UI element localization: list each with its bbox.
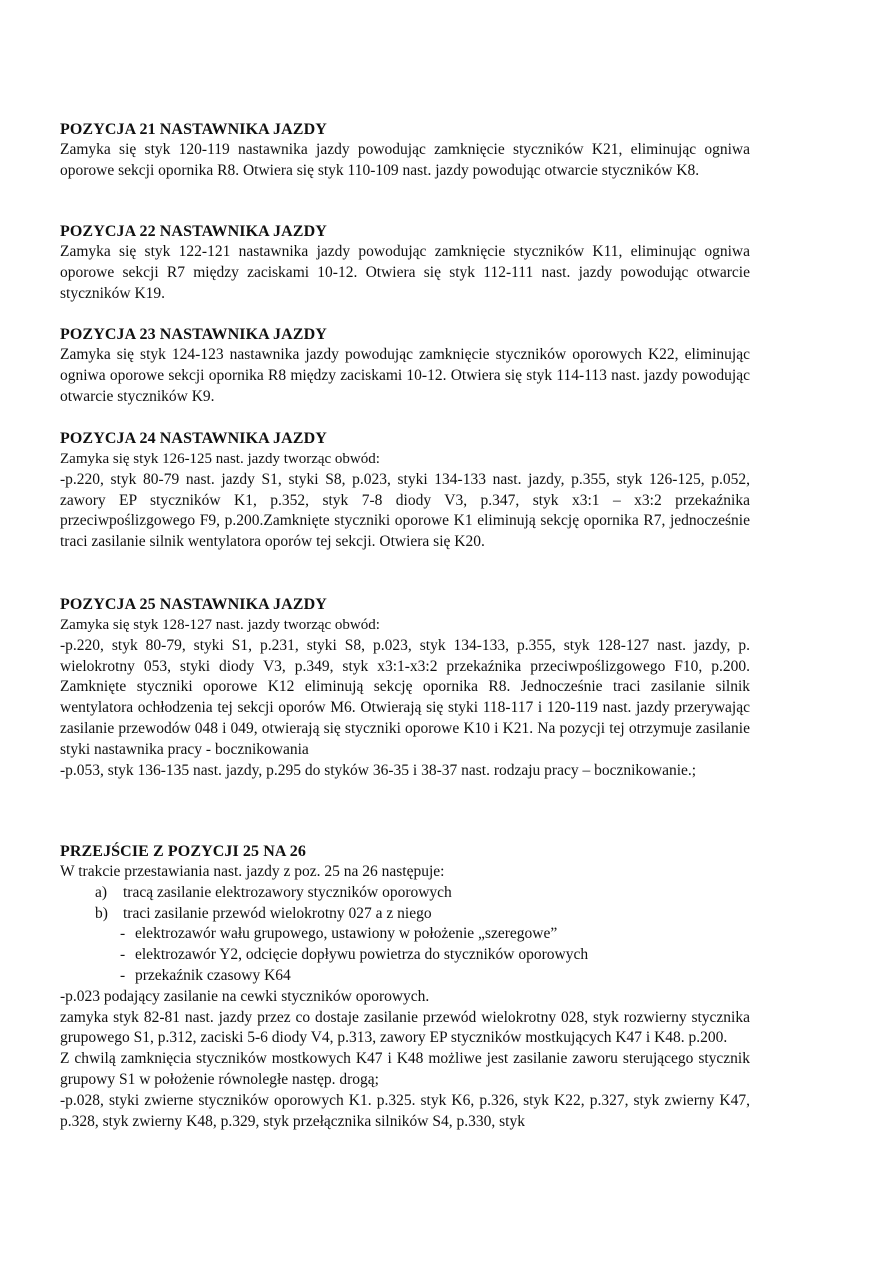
list-marker: b) (95, 904, 108, 922)
section-heading: POZYCJA 21 NASTAWNIKA JAZDY (60, 121, 327, 138)
section-transition-25-26 (60, 842, 750, 1132)
section-intro: Zamyka się styk 128-127 nast. jazdy tworząc obwód: (60, 617, 380, 633)
section-position-21 (60, 120, 750, 182)
section-paragraph: Z chwilą zamknięcia styczników mostkowych K47 i K48 możliwe jest zasilanie zaworu sterującego stycznik grupowy S1 w położenie równoległe następ. drogą; (60, 1050, 750, 1088)
list-marker: a) (95, 883, 108, 901)
section-heading: PRZEJŚCIE Z POZYCJI 25 NA 26 (60, 843, 306, 860)
section-paragraph: zamyka styk 82-81 nast. jazdy przez co dostaje zasilanie przewód wielokrotny 028, styk rozwierny stycznika grupowego S1, p.312, zaciski 5-6 diody V4, p.313, zawory EP styczników mostkujących K47 i K48. p.200. (60, 1008, 750, 1047)
section-position-23 (60, 325, 750, 407)
list-item (60, 904, 750, 925)
list-item-text: przekaźnik czasowy K64 (135, 966, 291, 984)
section-paragraph: -p.220, styk 80-79 nast. jazdy S1, styki S8, p.023, styki 134-133 nast. jazdy, p.355, styk 126-125, p.052, zawory EP styczników K1, p.352, styk 7-8 diody V3, p.347, styk x3:1 – x3:2 przekaźnika przeciwpoślizgowego F9, p.200.Zamknięte styczniki oporowe K1 eliminują sekcję opornika R7, jednocześnie traci zasilanie silnik wentylatora oporów tej sekcji. Otwiera się K20. (60, 470, 750, 551)
section-paragraph: Zamyka się styk 124-123 nastawnika jazdy powodując zamknięcie styczników oporowych K22, eliminując ogniwa oporowe sekcji opornika R8 między zaciskami 10-12. Otwiera się styk 114-113 nast. jazdy powodując otwarcie styczników K9. (60, 346, 750, 405)
section-heading: POZYCJA 25 NASTAWNIKA JAZDY (60, 596, 327, 613)
list-marker: - (120, 966, 126, 984)
section-heading: POZYCJA 22 NASTAWNIKA JAZDY (60, 223, 327, 240)
section-position-22 (60, 222, 750, 304)
list-marker: - (120, 946, 126, 964)
list-item-text: elektrozawór wału grupowego, ustawiony w położenie „szeregowe” (135, 925, 558, 943)
list-marker: - (120, 925, 126, 943)
section-intro: Zamyka się styk 126-125 nast. jazdy tworząc obwód: (60, 451, 380, 467)
sub-list-item (60, 966, 750, 987)
section-paragraph: -p.053, styk 136-135 nast. jazdy, p.295 do styków 36-35 i 38-37 nast. rodzaju pracy – bocznikowanie.; (60, 761, 697, 779)
section-intro: W trakcie przestawiania nast. jazdy z poz. 25 na 26 następuje: (60, 863, 445, 880)
list-item-text: tracą zasilanie elektrozawory styczników oporowych (123, 883, 452, 901)
section-paragraph: -p.220, styk 80-79, styki S1, p.231, styki S8, p.023, styk 134-133, p.355, styk 128-127 nast. jazdy, p. wielokrotny 053, styki diody V3, p.349, styk x3:1-x3:2 przekaźnika przeciwpoślizgowego F10, p.200. Zamknięte styczniki oporowe K12 eliminują sekcję opornika R8. Jednocześnie traci zasilanie silnik wentylatora ochłodzenia tej sekcji oporów M6. Otwierają się styki 118-117 i 120-119 nast. jazdy przerywając zasilanie przewodów 048 i 049, otwierają się styczniki oporowe K10 i K21. Na pozycji tej otrzymuje zasilanie styki nastawnika pracy - bocznikowania (60, 636, 750, 758)
section-position-25 (60, 595, 750, 781)
sub-list-item (60, 924, 750, 945)
sub-list-item (60, 945, 750, 966)
section-heading: POZYCJA 23 NASTAWNIKA JAZDY (60, 326, 327, 343)
section-paragraph: -p.028, styki zwierne styczników oporowych K1. p.325. styk K6, p.326, styk K22, p.327, styk zwierny K47, p.328, styk zwierny K48, p.329, styk przełącznika silników S4, p.330, styk (60, 1091, 750, 1130)
section-position-24 (60, 429, 750, 553)
section-paragraph: Zamyka się styk 120-119 nastawnika jazdy powodując zamknięcie styczników K21, eliminując ogniwa oporowe sekcji opornika R8. Otwiera się styk 110-109 nast. jazdy powodując otwarcie styczników K8. (60, 141, 750, 179)
list-item (60, 883, 750, 904)
section-paragraph: -p.023 podający zasilanie na cewki styczników oporowych. (60, 987, 430, 1005)
section-heading: POZYCJA 24 NASTAWNIKA JAZDY (60, 430, 327, 447)
section-paragraph: Zamyka się styk 122-121 nastawnika jazdy powodując zamknięcie styczników K11, eliminując ogniwa oporowe sekcji R7 między zaciskami 10-12. Otwiera się styk 112-111 nast. jazdy powodując otwarcie styczników K19. (60, 243, 750, 302)
list-item-text: elektrozawór Y2, odcięcie dopływu powietrza do styczników oporowych (135, 946, 589, 964)
list-item-text: traci zasilanie przewód wielokrotny 027 a z niego (123, 904, 432, 922)
